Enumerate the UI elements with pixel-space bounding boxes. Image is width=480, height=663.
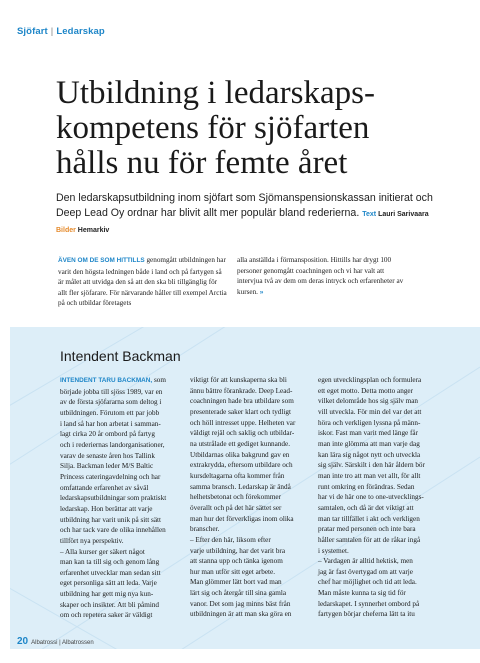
box-col2-line: att stanna upp och tänka igenom	[190, 557, 283, 566]
box-col1-first-line: som	[152, 376, 166, 384]
box-col3-line: Man måste kunna ta sig tid för	[318, 589, 406, 598]
box-col2-line: Utbildarnas olika bakgrund gav en	[190, 450, 290, 459]
byline-photographer: Hemarkiv	[77, 227, 110, 235]
box-col3-line: jag är fast övertygad om att varje	[318, 567, 413, 576]
intro-column-1	[58, 255, 228, 309]
box-col1-line: eget personliga sätt att leda. Varje	[60, 579, 157, 588]
box-col3-line: håller samtalen för att de råkar ingå	[318, 535, 421, 544]
box-column-1	[60, 375, 177, 621]
section-separator: |	[50, 26, 54, 37]
intro-caps: ÄVEN OM DE SOM HITTILLS	[58, 257, 145, 264]
page-title	[56, 76, 446, 181]
box-col1-line: ledarskapsutbildningar som praktiskt	[60, 494, 167, 503]
box-col2-line: hur man utför sitt eget arbete.	[190, 567, 276, 576]
box-column-3	[318, 375, 435, 620]
box-col3-line: vilket delområde hos sig själv man	[318, 397, 419, 406]
box-col2-line: varje utbildning, har det varit bra	[190, 546, 286, 555]
box-col2-line: helhetsbetonat och förekommer	[190, 493, 282, 502]
box-col2-line: Man glömmer lätt bort vad man	[190, 578, 282, 587]
box-col2-line: vanor. Det som jag minns bäst från	[190, 599, 291, 608]
box-col3-line: pratar med personen och inte bara	[318, 525, 416, 534]
box-col3-line: man inte tro att man vet allt, för allt	[318, 471, 421, 480]
box-col3-line: fartygen börjar cheferna lätt ta itu	[318, 610, 415, 619]
box-col1-line: – Alla kurser ger säkert något	[60, 547, 145, 556]
box-col1-line: erfarenhet utvecklar man sedan sitt	[60, 568, 161, 577]
box-col2-line: na utstrålade ett gediget kunnande.	[190, 439, 290, 448]
box-col3-line: vill utveckla. För min del var det att	[318, 407, 422, 416]
lead-paragraph	[56, 191, 436, 239]
box-col2-line: överallt och på det här sättet ser	[190, 503, 282, 512]
box-col3-line: ett eget motto. Detta motto anger	[318, 386, 414, 395]
box-col3-line: höra och verkligen lyssna på männ-	[318, 418, 421, 427]
intro-col1-text: genomgått utbildningen har varit den högsta ledningen både i land och på fartygen så är målet att utvidga den så att den ska bli tillgänglig för allt fler sjöfarare. För närvarande håller till exempel Arctia på och utbildar företagets	[58, 256, 227, 308]
box-col1-line: av de första sjöfararna som deltog i	[60, 398, 162, 407]
intro-col2-text: alla anställda i förmansposition. Hittills har drygt 100 personer genomgått coachningen och vi har valt att intervjua två av dem om deras intryck och erfarenheter av kursen.	[237, 256, 404, 296]
byline-text-label: Text	[362, 211, 377, 219]
box-col2-line: och höll intresset uppe. Helheten var	[190, 418, 296, 427]
box-col2-line: – Efter den här, liksom efter	[190, 535, 271, 544]
box-col1-line: utbildning har gett mig nya kun-	[60, 590, 154, 599]
box-col2-line: extrakrydda, eftersom utbildare och	[190, 461, 293, 470]
box-col3-line: i systemet.	[318, 546, 349, 555]
box-col2-line: väldigt rejäl och saklig och utbildar-	[190, 429, 295, 438]
box-col2-line: presenterade saker klart och tydligt	[190, 407, 291, 416]
box-col3-line: runt omkring en förändras. Sedan	[318, 482, 415, 491]
box-col1-line: tillfört nya perspektiv.	[60, 536, 124, 545]
page-number: 20	[17, 636, 29, 647]
box-col3-line: samtalen, och då är det viktigt att	[318, 503, 414, 512]
intro-column-2	[237, 255, 407, 298]
headline-line-1: Utbildning i ledarskaps-	[56, 75, 375, 111]
box-col3-line: kan lära sig något nytt och utveckla	[318, 450, 421, 459]
box-col1-line: omfattande erfarenhet av såväl	[60, 483, 149, 492]
box-col1-line: i land så har hon arbetat i samman-	[60, 419, 161, 428]
box-col1-line: ledarskap. Hon berättar att varje	[60, 504, 153, 513]
box-col2-line: kursdeltagarna ofta kommer från	[190, 471, 285, 480]
box-col1-line: man kan ta till sig och genom lång	[60, 558, 160, 567]
box-col3-line: man inte glömma att man varje dag	[318, 439, 420, 448]
box-col2-line: ännu bättre förankrade. Deep Lead-	[190, 386, 293, 395]
box-col1-line: började jobba till sjöss 1989, var en	[60, 387, 163, 396]
box-col1-line: Silja. Backman leder M/S Baltic	[60, 462, 154, 471]
box-column-2	[190, 375, 307, 620]
box-title: Intendent Backman	[60, 348, 181, 364]
box-col3-line: egen utvecklingsplan och formulera	[318, 376, 422, 384]
box-col1-line: utbildning har varit unik på sitt sätt	[60, 515, 162, 524]
box-col1-line: utbildningen. Förutom ett par jobb	[60, 408, 160, 417]
box-col1-line: lagt cirka 20 år ombord på fartyg	[60, 430, 155, 439]
box-col2-line: branscher.	[190, 525, 220, 534]
box-col2-line: lärt sig och återgår till sina gamla	[190, 589, 287, 598]
box-col3-line: har vi de här one to one-utvecklings-	[318, 493, 424, 502]
box-col1-line: om och repetera saker är väldigt	[60, 611, 153, 620]
byline-image-label: Bilder	[56, 227, 76, 235]
page-footer	[17, 636, 94, 647]
box-col3-line: – Vardagen är alltid hektisk, men	[318, 557, 413, 566]
box-col3-line: sig själv. Särskilt i den här åldern bör	[318, 461, 425, 470]
box-col3-line: man tar tillfället i akt och verkligen	[318, 514, 420, 523]
section-name: Sjöfart	[17, 26, 48, 37]
footer-separator: |	[59, 640, 61, 646]
publication-name-2: Albatrossen	[62, 640, 94, 646]
box-col2-line: viktigt för att kunskaperna ska bli	[190, 376, 287, 384]
box-caps: INTENDENT TARU BACKMAN,	[60, 377, 153, 384]
section-label	[17, 26, 105, 37]
box-col2-line: man hur det förverkligas inom olika	[190, 514, 294, 523]
continue-arrow-icon: »	[259, 288, 264, 296]
box-col1-line: skaper och insikter. Att bli påmind	[60, 600, 160, 609]
headline-line-3: hålls nu för femte året	[56, 145, 348, 181]
box-col3-line: chef har möjlighet och tid att leda.	[318, 578, 417, 587]
headline-line-2: kompetens för sjöfarten	[56, 110, 370, 146]
box-col1-line: Princess cateringavdelning och har	[60, 472, 161, 481]
box-col3-line: ledarskapet. I synnerhet ombord på	[318, 599, 420, 608]
byline-author: Lauri Sarivaara	[378, 211, 429, 219]
box-col1-line: och har tack vare de olika innehållen	[60, 526, 166, 535]
box-col3-line: iskor. Fast man varit med länge får	[318, 429, 418, 438]
box-col1-line: varav de senaste åren hos Tallink	[60, 451, 155, 460]
box-col1-line	[60, 375, 177, 387]
box-col2-line: coachningen hade bra utbildare som	[190, 397, 294, 406]
box-col2-line: utbildningen är att man ska göra en	[190, 610, 292, 619]
box-col2-line: samma bransch. Ledarskap är ändå	[190, 482, 291, 491]
lead-text: Den ledarskapsutbildning inom sjöfart som Sjömanspensionskassan initierat och Deep Lead Oy ordnar har blivit allt mer populär bland rederierna.	[56, 192, 433, 220]
publication-name: Albatrossi	[31, 640, 58, 646]
subsection-name: Ledarskap	[56, 26, 105, 37]
box-col1-line: och i rederiernas landorganisationer,	[60, 440, 165, 449]
